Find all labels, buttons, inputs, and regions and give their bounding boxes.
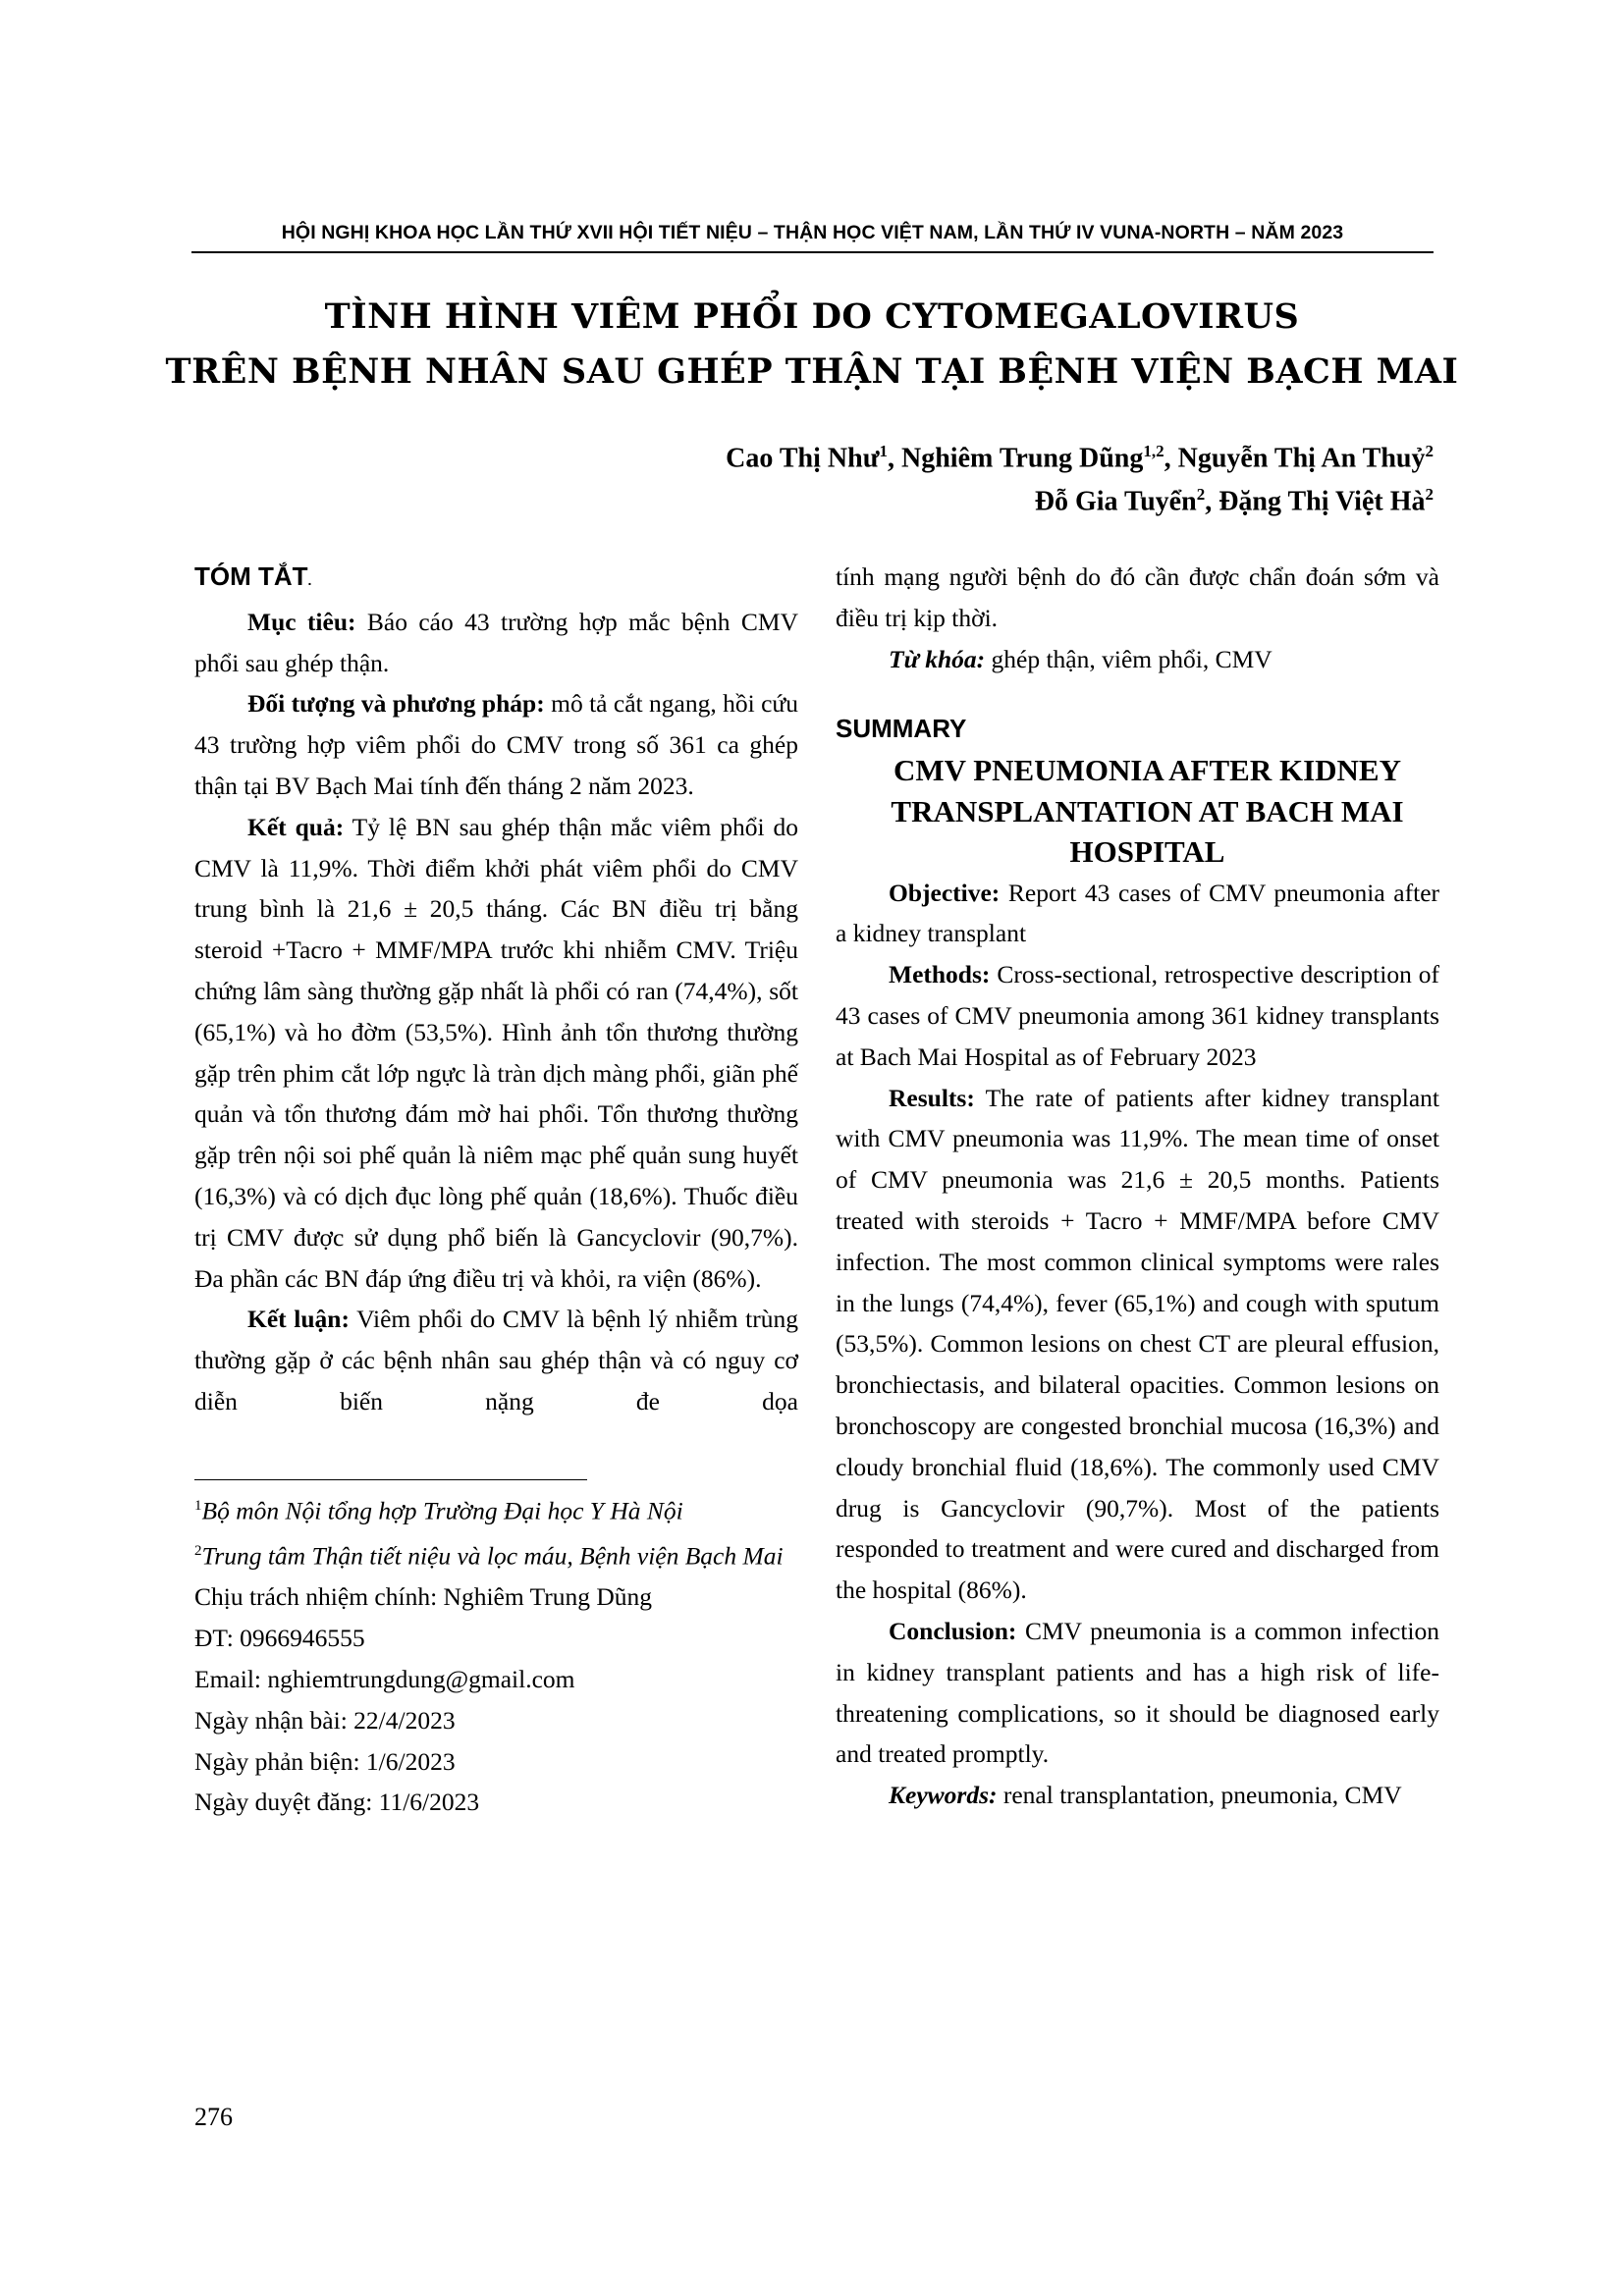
abstract-results [194, 807, 798, 1300]
conclusion-text: Viêm phổi do CMV là bệnh lý nhiễm trùng thường gặp ở các bệnh nhân sau ghép thận và có nguy cơ diễn biến nặng đe dọa [194, 1305, 798, 1415]
objective-label: Objective: [889, 878, 1001, 907]
objective-text: Báo cáo 43 trường hợp mắc bệnh CMV phổi sau ghép thận. [194, 607, 798, 677]
affiliation-mark: 1 [194, 1497, 202, 1514]
author-affiliation-mark: 2 [1425, 485, 1434, 504]
abstract-conclusion-continued: tính mạng người bệnh do đó cần được chẩn đoán sớm và điều trị kịp thời. [836, 562, 1439, 632]
keywords-label: Keywords: [889, 1781, 998, 1810]
results-label: Results: [889, 1083, 975, 1112]
keywords-text: ghép thận, viêm phổi, CMV [985, 644, 1272, 673]
authors-line-2 [1035, 485, 1434, 517]
conclusion-text: CMV pneumonia is a common infection in kidney transplant patients and has a high risk of life-threatening complications, so it should be diagnosed early and treated promptly. [836, 1617, 1439, 1769]
summary-conclusion [836, 1611, 1439, 1775]
date-received: Ngày nhận bài: 22/4/2023 [194, 1705, 456, 1735]
author-name: Đỗ Gia Tuyển [1034, 486, 1197, 517]
summary-heading: SUMMARY [836, 714, 967, 744]
affiliation-text: Trung tâm Thận tiết niệu và lọc máu, Bệnh viện Bạch Mai [201, 1541, 784, 1571]
summary-keywords [836, 1775, 1439, 1816]
date-reviewed: Ngày phản biện: 1/6/2023 [194, 1746, 456, 1776]
author-affiliation-mark: 1,2 [1143, 442, 1164, 460]
affiliation-text: Bộ môn Nội tổng hợp Trường Đại học Y Hà Nội [201, 1496, 683, 1525]
results-label: Kết quả: [247, 812, 345, 841]
page-number: 276 [194, 2103, 233, 2131]
running-header: HỘI NGHỊ KHOA HỌC LẦN THỨ XVII HỘI TIẾT NIỆU – THẬN HỌC VIỆT NAM, LẦN THỨ IV VUNA-NORTH – NĂM 2023 [281, 222, 1344, 243]
author-affiliation-mark: 2 [1425, 442, 1434, 460]
summary-objective [836, 873, 1439, 955]
summary-title: CMV PNEUMONIA AFTER KIDNEY TRANSPLANTATION AT BACH MAI HOSPITAL [891, 753, 1404, 870]
author-name: , Nghiêm Trung Dũng [888, 443, 1144, 474]
objective-label: Mục tiêu: [247, 607, 356, 636]
abstract-heading-text: TÓM TẮT [194, 561, 308, 591]
affiliation-mark: 2 [194, 1543, 202, 1560]
keywords-text: renal transplantation, pneumonia, CMV [997, 1781, 1402, 1810]
methods-label: Methods: [889, 960, 991, 989]
abstract-conclusion-start [194, 1299, 798, 1421]
conclusion-label: Kết luận: [247, 1305, 350, 1334]
header-rule [191, 251, 1434, 253]
summary-methods [836, 954, 1439, 1077]
keywords-label: Từ khóa: [889, 644, 986, 673]
phone: ĐT: 0966946555 [194, 1624, 365, 1653]
author-name: , Nguyễn Thị An Thuỷ [1164, 443, 1426, 474]
abstract-keywords [836, 639, 1439, 680]
results-text: Tỷ lệ BN sau ghép thận mắc viêm phổi do CMV là 11,9%. Thời điểm khởi phát viêm phổi do CMV trung bình là 21,6 ± 20,5 tháng. Các BN điều trị bằng steroid +Tacro + MMF/MPA trước khi nhiễm CMV. Triệu chứng lâm sàng thường gặp nhất là phổi có ran (74,4%), sốt (65,1%) và ho đờm (53,5%). Hình ảnh tổn thương thường gặp trên phim cắt lớp ngực là tràn dịch màng phổi, giãn phế quản và tổn thương đám mờ hai phổi. Tổn thương thường gặp trên nội soi phế quản là niêm mạc phế quản sung huyết (16,3%) và có dịch đục lòng phế quản (18,6%). Thuốc điều trị CMV được sử dụng phổ biến là Gancyclovir (90,7%). Đa phần các BN đáp ứng điều trị và khỏi, ra viện (86%). [194, 812, 798, 1293]
abstract-heading-mark: . [307, 572, 312, 588]
affiliation-1 [194, 1486, 798, 1531]
methods-text: Cross-sectional, retrospective description of 43 cases of CMV pneumonia among 361 kidney transplants at Bach Mai Hospital as of February 2023 [836, 960, 1439, 1071]
results-text: The rate of patients after kidney transplant with CMV pneumonia was 11,9%. The mean time of onset of CMV pneumonia was 21,6 ± 20,5 months. Patients treated with steroids + Tacro + MMF/MPA before CMV infection. The most common clinical symptoms were rales in the lungs (74,4%), fever (65,1%) and cough with sputum (53,5%). Common lesions on chest CT are pleural effusion, bronchiectasis, and bilateral opacities. Common lesions on bronchoscopy are congested bronchial mucosa (16,3%) and cloudy bronchial fluid (18,6%). The commonly used CMV drug is Gancyclovir (90,7%). Most of the patients responded to treatment and were cured and discharged from the hospital (86%). [836, 1083, 1439, 1605]
affiliation-2 [194, 1531, 798, 1576]
objective-text: Report 43 cases of CMV pneumonia after a kidney transplant [836, 878, 1439, 948]
abstract-heading [194, 557, 798, 602]
abstract-objective [194, 602, 798, 684]
summary-results [836, 1078, 1439, 1611]
author-name: Cao Thị Như [726, 443, 880, 474]
author-affiliation-mark: 1 [879, 442, 888, 460]
title-line-2: TRÊN BỆNH NHÂN SAU GHÉP THẬN TẠI BỆNH VIỆN BẠCH MAI [165, 351, 1459, 392]
abstract-methods [194, 683, 798, 806]
author-affiliation-mark: 2 [1196, 485, 1206, 504]
date-accepted: Ngày duyệt đăng: 11/6/2023 [194, 1788, 480, 1817]
title-line-1: TÌNH HÌNH VIÊM PHỔI DO CYTOMEGALOVIRUS [324, 296, 1300, 337]
corresponding-author: Chịu trách nhiệm chính: Nghiêm Trung Dũng [194, 1582, 653, 1612]
right-column [836, 557, 1439, 1816]
methods-label: Đối tượng và phương pháp: [247, 689, 545, 719]
email: Email: nghiemtrungdung@gmail.com [194, 1664, 575, 1693]
left-column [194, 557, 798, 1823]
authors-line-1 [726, 442, 1434, 474]
author-name: , Đặng Thị Việt Hà [1205, 486, 1426, 517]
methods-text: mô tả cắt ngang, hồi cứu 43 trường hợp viêm phổi do CMV trong số 361 ca ghép thận tại BV Bạch Mai tính đến tháng 2 năm 2023. [194, 689, 798, 800]
conclusion-label: Conclusion: [889, 1617, 1017, 1646]
